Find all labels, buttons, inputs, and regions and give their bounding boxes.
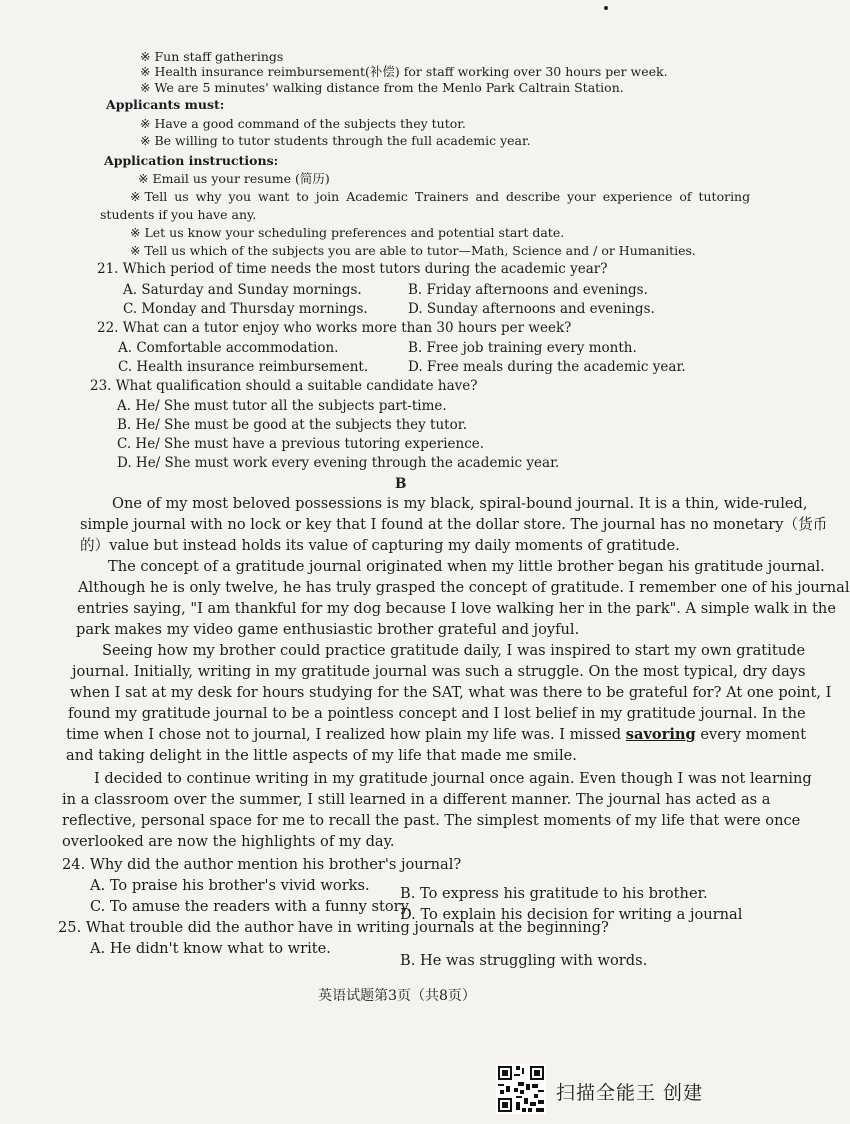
question-stem: 25. What trouble did the author have in writing journals at the beginning? (58, 919, 609, 936)
passage-line: and taking delight in the little aspects of my life that made me smile. (66, 747, 577, 764)
option-c: C. Health insurance reimbursement. (118, 359, 369, 375)
passage-line: in a classroom over the summer, I still learned in a different manner. The journal has acted as a (62, 791, 771, 808)
option-b: B. He/ She must be good at the subjects they tutor. (117, 417, 467, 433)
qr-code-icon (496, 1064, 546, 1114)
passage-line: entries saying, "I am thankful for my dog because I love walking her in the park". A simple walk in the (77, 600, 836, 617)
passage-line: reflective, personal space for me to recall the past. The simplest moments of my life that were once (62, 812, 801, 829)
question-stem: 22. What can a tutor enjoy who works more than 30 hours per week? (97, 320, 572, 336)
question-stem: 21. Which period of time needs the most tutors during the academic year? (97, 261, 608, 277)
passage-line: One of my most beloved possessions is my black, spiral-bound journal. It is a thin, wide-ruled, (112, 495, 808, 512)
passage-line (66, 725, 806, 745)
option-c: C. To amuse the readers with a funny story. (90, 898, 412, 915)
page-footer: 英语试题第3页（共8页） (318, 988, 476, 1004)
instructions-heading: Application instructions: (104, 153, 279, 168)
applicant-requirement: ※ Have a good command of the subjects they tutor. (140, 115, 466, 133)
option-a: A. He didn't know what to write. (90, 940, 331, 957)
passage-line: I decided to continue writing in my gratitude journal once again. Even though I was not learning (94, 770, 812, 787)
instruction-item: ※ Tell us why you want to join Academic Trainers and describe your experience of tutoring (130, 188, 750, 206)
section-b-heading: B (395, 476, 407, 492)
option-a: A. Saturday and Sunday mornings. (123, 282, 362, 298)
scanner-watermark: 扫描全能王 创建 (556, 1082, 704, 1104)
passage-line: found my gratitude journal to be a pointless concept and I lost belief in my gratitude journal. In the (68, 705, 806, 722)
option-d: D. Sunday afternoons and evenings. (408, 301, 655, 317)
passage-line: overlooked are now the highlights of my day. (62, 833, 395, 850)
option-b: B. Free job training every month. (408, 340, 637, 356)
passage-line: Although he is only twelve, he has truly grasped the concept of gratitude. I remember one of his journal (78, 579, 850, 596)
benefit-item: ※ Fun staff gatherings (140, 48, 283, 66)
instruction-item: ※ Let us know your scheduling preferences and potential start date. (130, 224, 564, 242)
applicants-heading: Applicants must: (106, 97, 225, 112)
passage-text: time when I chose not to journal, I realized how plain my life was. I missed (66, 726, 622, 743)
option-b: B. Friday afternoons and evenings. (408, 282, 648, 298)
instruction-item: ※ Email us your resume (简历) (138, 170, 330, 188)
option-d: D. To explain his decision for writing a journal (400, 906, 743, 923)
option-a: A. Comfortable accommodation. (118, 340, 339, 356)
passage-line: The concept of a gratitude journal originated when my little brother began his gratitude journal. (108, 558, 825, 575)
option-a: A. He/ She must tutor all the subjects part-time. (117, 398, 447, 414)
option-b: B. He was struggling with words. (400, 952, 648, 969)
underlined-word-savoring: savoring (625, 726, 696, 743)
applicant-requirement: ※ Be willing to tutor students through the full academic year. (140, 132, 531, 150)
passage-line: 的）value but instead holds its value of capturing my daily moments of gratitude. (80, 537, 680, 554)
instruction-item: ※ Tell us which of the subjects you are able to tutor—Math, Science and / or Humanities. (130, 242, 696, 260)
option-c: C. He/ She must have a previous tutoring experience. (117, 436, 485, 452)
option-d: D. Free meals during the academic year. (408, 359, 686, 375)
instruction-item-continued: students if you have any. (100, 207, 257, 222)
benefit-item: ※ Health insurance reimbursement(补偿) for staff working over 30 hours per week. (140, 63, 668, 81)
option-d: D. He/ She must work every evening through the academic year. (117, 455, 560, 471)
question-stem: 24. Why did the author mention his brother's journal? (62, 856, 462, 873)
passage-line: journal. Initially, writing in my gratitude journal was such a struggle. On the most typical, dry days (72, 663, 806, 680)
scan-speck (604, 6, 608, 10)
question-stem: 23. What qualification should a suitable candidate have? (90, 378, 478, 394)
option-a: A. To praise his brother's vivid works. (90, 877, 370, 894)
benefit-item: ※ We are 5 minutes' walking distance from the Menlo Park Caltrain Station. (140, 79, 624, 97)
option-b: B. To express his gratitude to his brother. (400, 885, 708, 902)
passage-line: Seeing how my brother could practice gratitude daily, I was inspired to start my own gratitude (102, 642, 806, 659)
passage-line: simple journal with no lock or key that I found at the dollar store. The journal has no monetary（货币 (80, 516, 828, 533)
passage-text: every moment (695, 726, 807, 743)
passage-line: park makes my video game enthusiastic brother grateful and joyful. (76, 621, 580, 638)
passage-line: when I sat at my desk for hours studying for the SAT, what was there to be grateful for? At one point, I (70, 684, 832, 701)
option-c: C. Monday and Thursday mornings. (123, 301, 368, 317)
